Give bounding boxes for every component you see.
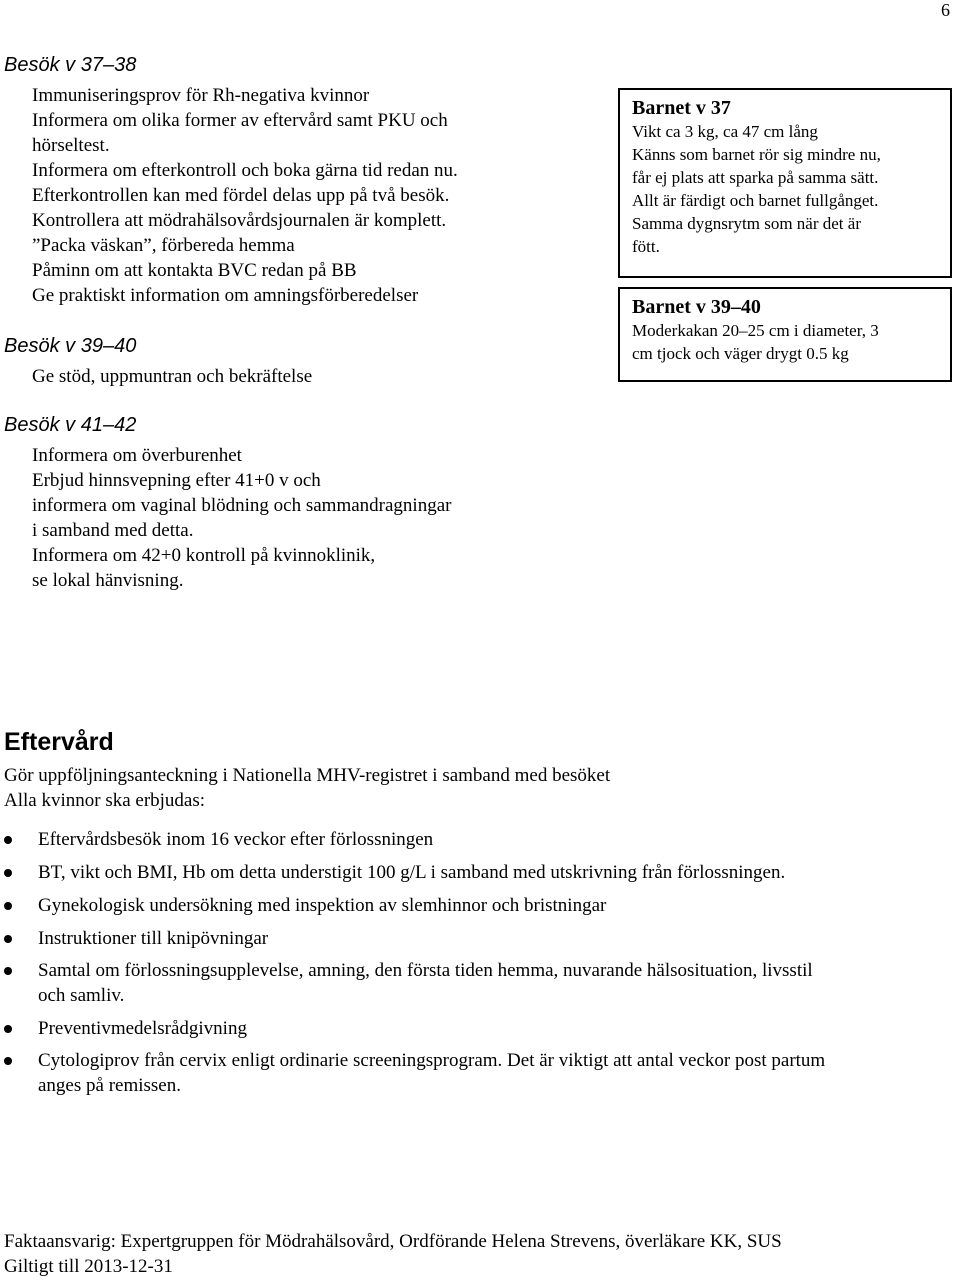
bullet-icon [4, 1025, 12, 1033]
visit-37-38-line: Påminn om att kontakta BVC redan på BB [32, 260, 357, 281]
visit-41-42-line: informera om vaginal blödning och sammandragningar [32, 495, 452, 516]
visit-heading-41-42: Besök v 41–42 [4, 414, 137, 436]
visit-41-42-line: i samband med detta. [32, 520, 194, 541]
box-line: Allt är färdigt och barnet fullgånget. [632, 191, 879, 210]
bullet-text: anges på remissen. [38, 1075, 181, 1096]
visit-37-38-line: Informera om efterkontroll och boka gärna tid redan nu. [32, 160, 458, 181]
footer [4, 1229, 782, 1279]
visit-heading-39-40: Besök v 39–40 [4, 335, 137, 357]
box-line: cm tjock och väger drygt 0.5 kg [632, 344, 849, 363]
visit-41-42-line: Informera om överburenhet [32, 445, 242, 466]
box-line: Samma dygnsrytm som när det är [632, 214, 861, 233]
bullet-icon [4, 902, 12, 910]
bullet-icon [4, 967, 12, 975]
page-number: 6 [941, 0, 950, 20]
visit-41-42-line: se lokal hänvisning. [32, 570, 184, 591]
eftervard-intro-line: Alla kvinnor ska erbjudas: [4, 790, 206, 811]
bullet-icon [4, 1057, 12, 1065]
visit-37-38-line: Ge praktiskt information om amningsförberedelser [32, 285, 419, 306]
info-box-barnet-v37 [618, 88, 952, 278]
footer-responsible: Faktaansvarig: Expertgruppen för Mödrahälsovård, Ordförande Helena Strevens, överläkare KK, SUS [4, 1231, 782, 1252]
visit-41-42-text [32, 443, 451, 593]
box-line: får ej plats att sparka på samma sätt. [632, 168, 879, 187]
visit-heading-37-38: Besök v 37–38 [4, 54, 137, 76]
bullet-text: och samliv. [38, 985, 125, 1006]
visit-37-38-line: Efterkontrollen kan med fördel delas upp på två besök. [32, 185, 450, 206]
bullet-text: Instruktioner till knipövningar [38, 928, 269, 949]
box-line: Vikt ca 3 kg, ca 47 cm lång [632, 122, 818, 141]
bullet-text: Samtal om förlossningsupplevelse, amning, den första tiden hemma, nuvarande hälsosituation, livsstil [38, 960, 813, 981]
bullet-icon [4, 935, 12, 943]
section-title-eftervard: Eftervård [4, 728, 114, 756]
bullet-text: BT, vikt och BMI, Hb om detta understigit 100 g/L i samband med utskrivning från förlossningen. [38, 862, 786, 883]
bullet-text: Gynekologisk undersökning med inspektion av slemhinnor och bristningar [38, 895, 607, 916]
bullet-text: Cytologiprov från cervix enligt ordinarie screeningsprogram. Det är viktigt att antal veckor post partum [38, 1050, 826, 1071]
visit-41-42-line: Erbjud hinnsvepning efter 41+0 v och [32, 470, 321, 491]
box-line: Moderkakan 20–25 cm i diameter, 3 [632, 321, 879, 340]
box-line: Känns som barnet rör sig mindre nu, [632, 145, 881, 164]
bullet-icon [4, 836, 12, 844]
visit-37-38-line: Informera om olika former av eftervård samt PKU och [32, 110, 448, 131]
bullet-text: Preventivmedelsrådgivning [38, 1018, 247, 1039]
visit-37-38-line: ”Packa väskan”, förbereda hemma [32, 235, 295, 256]
visit-41-42-line: Informera om 42+0 kontroll på kvinnoklinik, [32, 545, 376, 566]
box-title: Barnet v 37 [632, 97, 731, 119]
footer-valid-until: Giltigt till 2013-12-31 [4, 1256, 173, 1277]
visit-37-38-line: Kontrollera att mödrahälsovårdsjournalen är komplett. [32, 210, 447, 231]
eftervard-intro [4, 763, 610, 813]
bullet-icon [4, 869, 12, 877]
visit-39-40-line: Ge stöd, uppmuntran och bekräftelse [32, 366, 313, 387]
eftervard-intro-line: Gör uppföljningsanteckning i Nationella MHV-registret i samband med besöket [4, 765, 611, 786]
eftervard-bullet-list [4, 827, 944, 1107]
info-box-barnet-v39-40 [618, 287, 952, 382]
bullet-text: Eftervårdsbesök inom 16 veckor efter förlossningen [38, 829, 434, 850]
box-title: Barnet v 39–40 [632, 296, 761, 318]
visit-39-40-text [32, 364, 312, 389]
visit-37-38-line: Immuniseringsprov för Rh-negativa kvinnor [32, 85, 370, 106]
box-line: fött. [632, 237, 660, 256]
visit-37-38-line: hörseltest. [32, 135, 110, 156]
visit-37-38-text [32, 83, 458, 308]
